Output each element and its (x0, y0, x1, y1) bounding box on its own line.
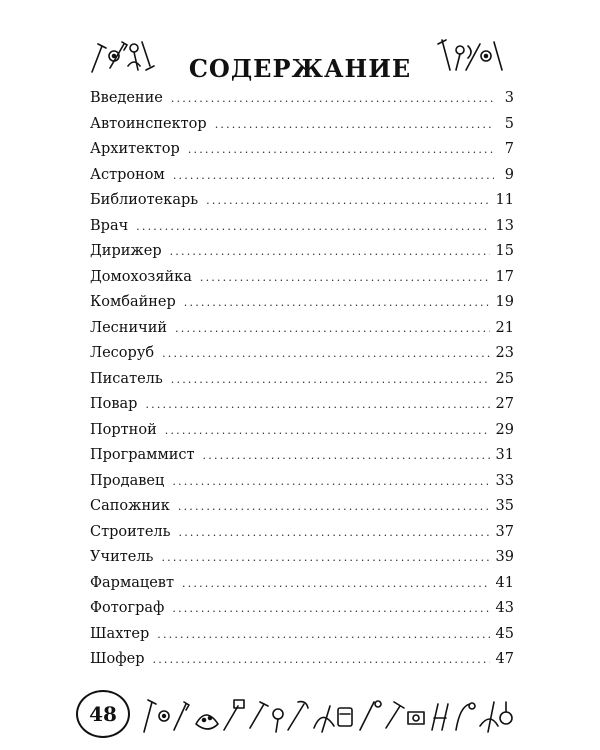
toc-entry-page: 29 (495, 421, 514, 438)
toc-leader-dots (145, 398, 489, 411)
toc-entry[interactable] (90, 243, 514, 269)
toc-entry-title: Писатель (90, 370, 163, 387)
toc-leader-dots (184, 296, 490, 309)
toc-entry-title: Архитектор (90, 141, 180, 157)
toc-entry-page: 9 (504, 166, 514, 183)
toc-leader-dots (172, 602, 489, 615)
toc-entry[interactable] (90, 294, 514, 320)
toc-entry-page: 11 (495, 192, 514, 208)
toc-entry-title: Дирижер (90, 243, 162, 259)
toc-entry[interactable] (90, 192, 514, 218)
toc-entry[interactable] (90, 116, 514, 142)
toc-entry[interactable] (90, 90, 514, 116)
toc-leader-dots (206, 194, 489, 207)
toc-entry-title: Введение (90, 90, 163, 106)
toc-entry-page: 25 (495, 370, 514, 387)
toc-entry[interactable] (90, 218, 514, 244)
toc-leader-dots (157, 628, 489, 641)
toc-entry-page: 31 (495, 447, 514, 463)
toc-entry-title: Продавец (90, 472, 165, 489)
toc-entry-title: Фармацевт (90, 574, 174, 591)
toc-leader-dots (162, 347, 489, 360)
tools-ornament-right-icon (436, 36, 506, 76)
toc-entry[interactable] (90, 320, 514, 346)
toc-leader-dots (153, 653, 490, 666)
toc-entry[interactable] (90, 473, 514, 499)
toc-entry-page: 13 (495, 217, 514, 234)
toc-leader-dots (136, 220, 489, 233)
toc-entry-title: Астроном (90, 166, 165, 183)
toc-entry-page: 37 (495, 523, 514, 540)
toc-entry-page: 41 (495, 574, 514, 591)
toc-entry-title: Фотограф (90, 600, 165, 616)
toc-entry[interactable] (90, 549, 514, 575)
toc-entry[interactable] (90, 600, 514, 626)
toc-entry-title: Программист (90, 447, 195, 463)
toc-leader-dots (170, 245, 490, 258)
toc-entry-title: Врач (90, 217, 129, 234)
toc-entry[interactable] (90, 345, 514, 371)
toc-entry-page: 5 (504, 115, 514, 132)
toc-entry-title: Комбайнер (90, 294, 176, 310)
toc-entry-title: Лесничий (90, 319, 168, 336)
toc-leader-dots (173, 169, 494, 182)
toc-leader-dots (179, 526, 490, 539)
toc-entry[interactable] (90, 269, 514, 295)
toc-entry-page: 23 (495, 345, 514, 361)
toc-leader-dots (178, 500, 490, 513)
toc-entry[interactable] (90, 167, 514, 193)
toc-entry-page: 3 (504, 90, 514, 106)
toc-entry[interactable] (90, 626, 514, 652)
toc-leader-dots (175, 322, 490, 335)
page-title: СОДЕРЖАНИЕ (188, 54, 412, 84)
toc-entry-title: Автоинспектор (90, 115, 207, 132)
toc-leader-dots (165, 424, 490, 437)
toc-leader-dots (215, 118, 494, 131)
toc-entry-title: Шахтер (90, 625, 150, 642)
toc-entry-page: 39 (495, 549, 514, 565)
toc-entry-page: 27 (495, 396, 514, 412)
toc-entry[interactable] (90, 575, 514, 601)
toc-entry[interactable] (90, 651, 514, 677)
toc-entry-title: Сапожник (90, 498, 170, 514)
toc-entry-title: Повар (90, 396, 138, 412)
toc-entry[interactable] (90, 141, 514, 167)
toc-leader-dots (161, 551, 489, 564)
toc-entry-page: 43 (495, 600, 514, 616)
toc-leader-dots (171, 373, 490, 386)
toc-entry-title: Лесоруб (90, 345, 155, 361)
tools-footer-strip-icon (138, 694, 518, 736)
table-of-contents (90, 90, 514, 677)
toc-leader-dots (172, 475, 489, 488)
toc-leader-dots (171, 92, 494, 105)
toc-entry-page: 47 (495, 651, 514, 667)
toc-entry-page: 35 (495, 498, 514, 514)
toc-entry[interactable] (90, 447, 514, 473)
toc-entry[interactable] (90, 422, 514, 448)
toc-entry-title: Строитель (90, 523, 171, 540)
toc-entry-title: Библиотекарь (90, 192, 199, 208)
toc-entry-page: 7 (504, 141, 514, 157)
toc-entry-page: 33 (495, 472, 514, 489)
page-number: 48 (89, 702, 117, 726)
toc-entry-page: 21 (495, 319, 514, 336)
toc-entry-page: 17 (495, 268, 514, 285)
toc-entry[interactable] (90, 396, 514, 422)
toc-entry-page: 45 (495, 625, 514, 642)
toc-entry-page: 15 (495, 243, 514, 259)
toc-entry-title: Домохозяйка (90, 268, 192, 285)
toc-leader-dots (200, 271, 490, 284)
page-number-badge (76, 690, 130, 738)
toc-entry-page: 19 (495, 294, 514, 310)
toc-leader-dots (188, 143, 494, 156)
toc-entry[interactable] (90, 498, 514, 524)
toc-entry-title: Портной (90, 421, 157, 438)
toc-leader-dots (182, 577, 490, 590)
toc-entry[interactable] (90, 524, 514, 550)
toc-entry-title: Шофер (90, 651, 145, 667)
toc-leader-dots (203, 449, 490, 462)
toc-entry[interactable] (90, 371, 514, 397)
toc-entry-title: Учитель (90, 549, 154, 565)
